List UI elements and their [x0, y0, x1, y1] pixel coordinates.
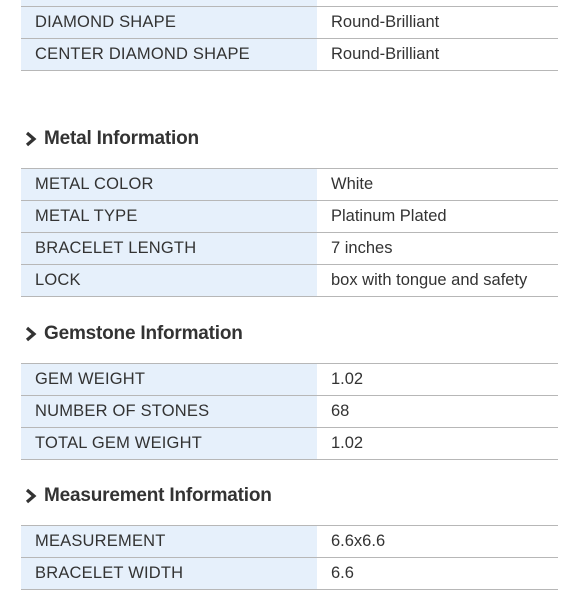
chevron-right-icon [24, 130, 38, 148]
table-row [21, 39, 558, 71]
spec-value: 6.6 [317, 558, 558, 590]
spec-value: 1.02 [317, 364, 558, 396]
spec-value: White [317, 169, 558, 201]
spec-value: Round-Brilliant [317, 7, 558, 39]
table-row [21, 7, 558, 39]
spec-value: 6.6x6.6 [317, 526, 558, 558]
spec-label: TOTAL GEM WEIGHT [21, 428, 317, 460]
section-heading-metal[interactable] [24, 124, 199, 154]
spec-label: DIAMOND SHAPE [21, 7, 317, 39]
spec-value: Round-Brilliant [317, 39, 558, 71]
diamond-info-table [21, 0, 558, 71]
table-row [21, 526, 558, 558]
spec-label: METAL TYPE [21, 201, 317, 233]
table-row [21, 201, 558, 233]
spec-value: Platinum Plated [317, 201, 558, 233]
spec-label: NUMBER OF STONES [21, 396, 317, 428]
table-row [21, 558, 558, 590]
section-title: Gemstone Information [44, 323, 243, 344]
gemstone-info-table [21, 363, 558, 460]
spec-label: LOCK [21, 265, 317, 297]
spec-label: METAL COLOR [21, 169, 317, 201]
spec-value: box with tongue and safety [317, 265, 558, 297]
table-row [21, 364, 558, 396]
spec-value: 1.02 [317, 428, 558, 460]
spec-label: CENTER DIAMOND SHAPE [21, 39, 317, 71]
section-heading-gemstone[interactable] [24, 319, 243, 349]
section-heading-measurement[interactable] [24, 481, 272, 511]
table-row [21, 169, 558, 201]
spec-label: BRACELET LENGTH [21, 233, 317, 265]
section-title: Metal Information [44, 128, 199, 149]
spec-label: MEASUREMENT [21, 526, 317, 558]
section-title: Measurement Information [44, 485, 272, 506]
spec-label: GEM WEIGHT [21, 364, 317, 396]
spec-value: 7 inches [317, 233, 558, 265]
spec-label: BRACELET WIDTH [21, 558, 317, 590]
table-row [21, 396, 558, 428]
table-row [21, 265, 558, 297]
chevron-right-icon [24, 325, 38, 343]
table-row [21, 233, 558, 265]
table-row [21, 428, 558, 460]
metal-info-table [21, 168, 558, 297]
measurement-info-table [21, 525, 558, 590]
chevron-right-icon [24, 487, 38, 505]
spec-value: 68 [317, 396, 558, 428]
